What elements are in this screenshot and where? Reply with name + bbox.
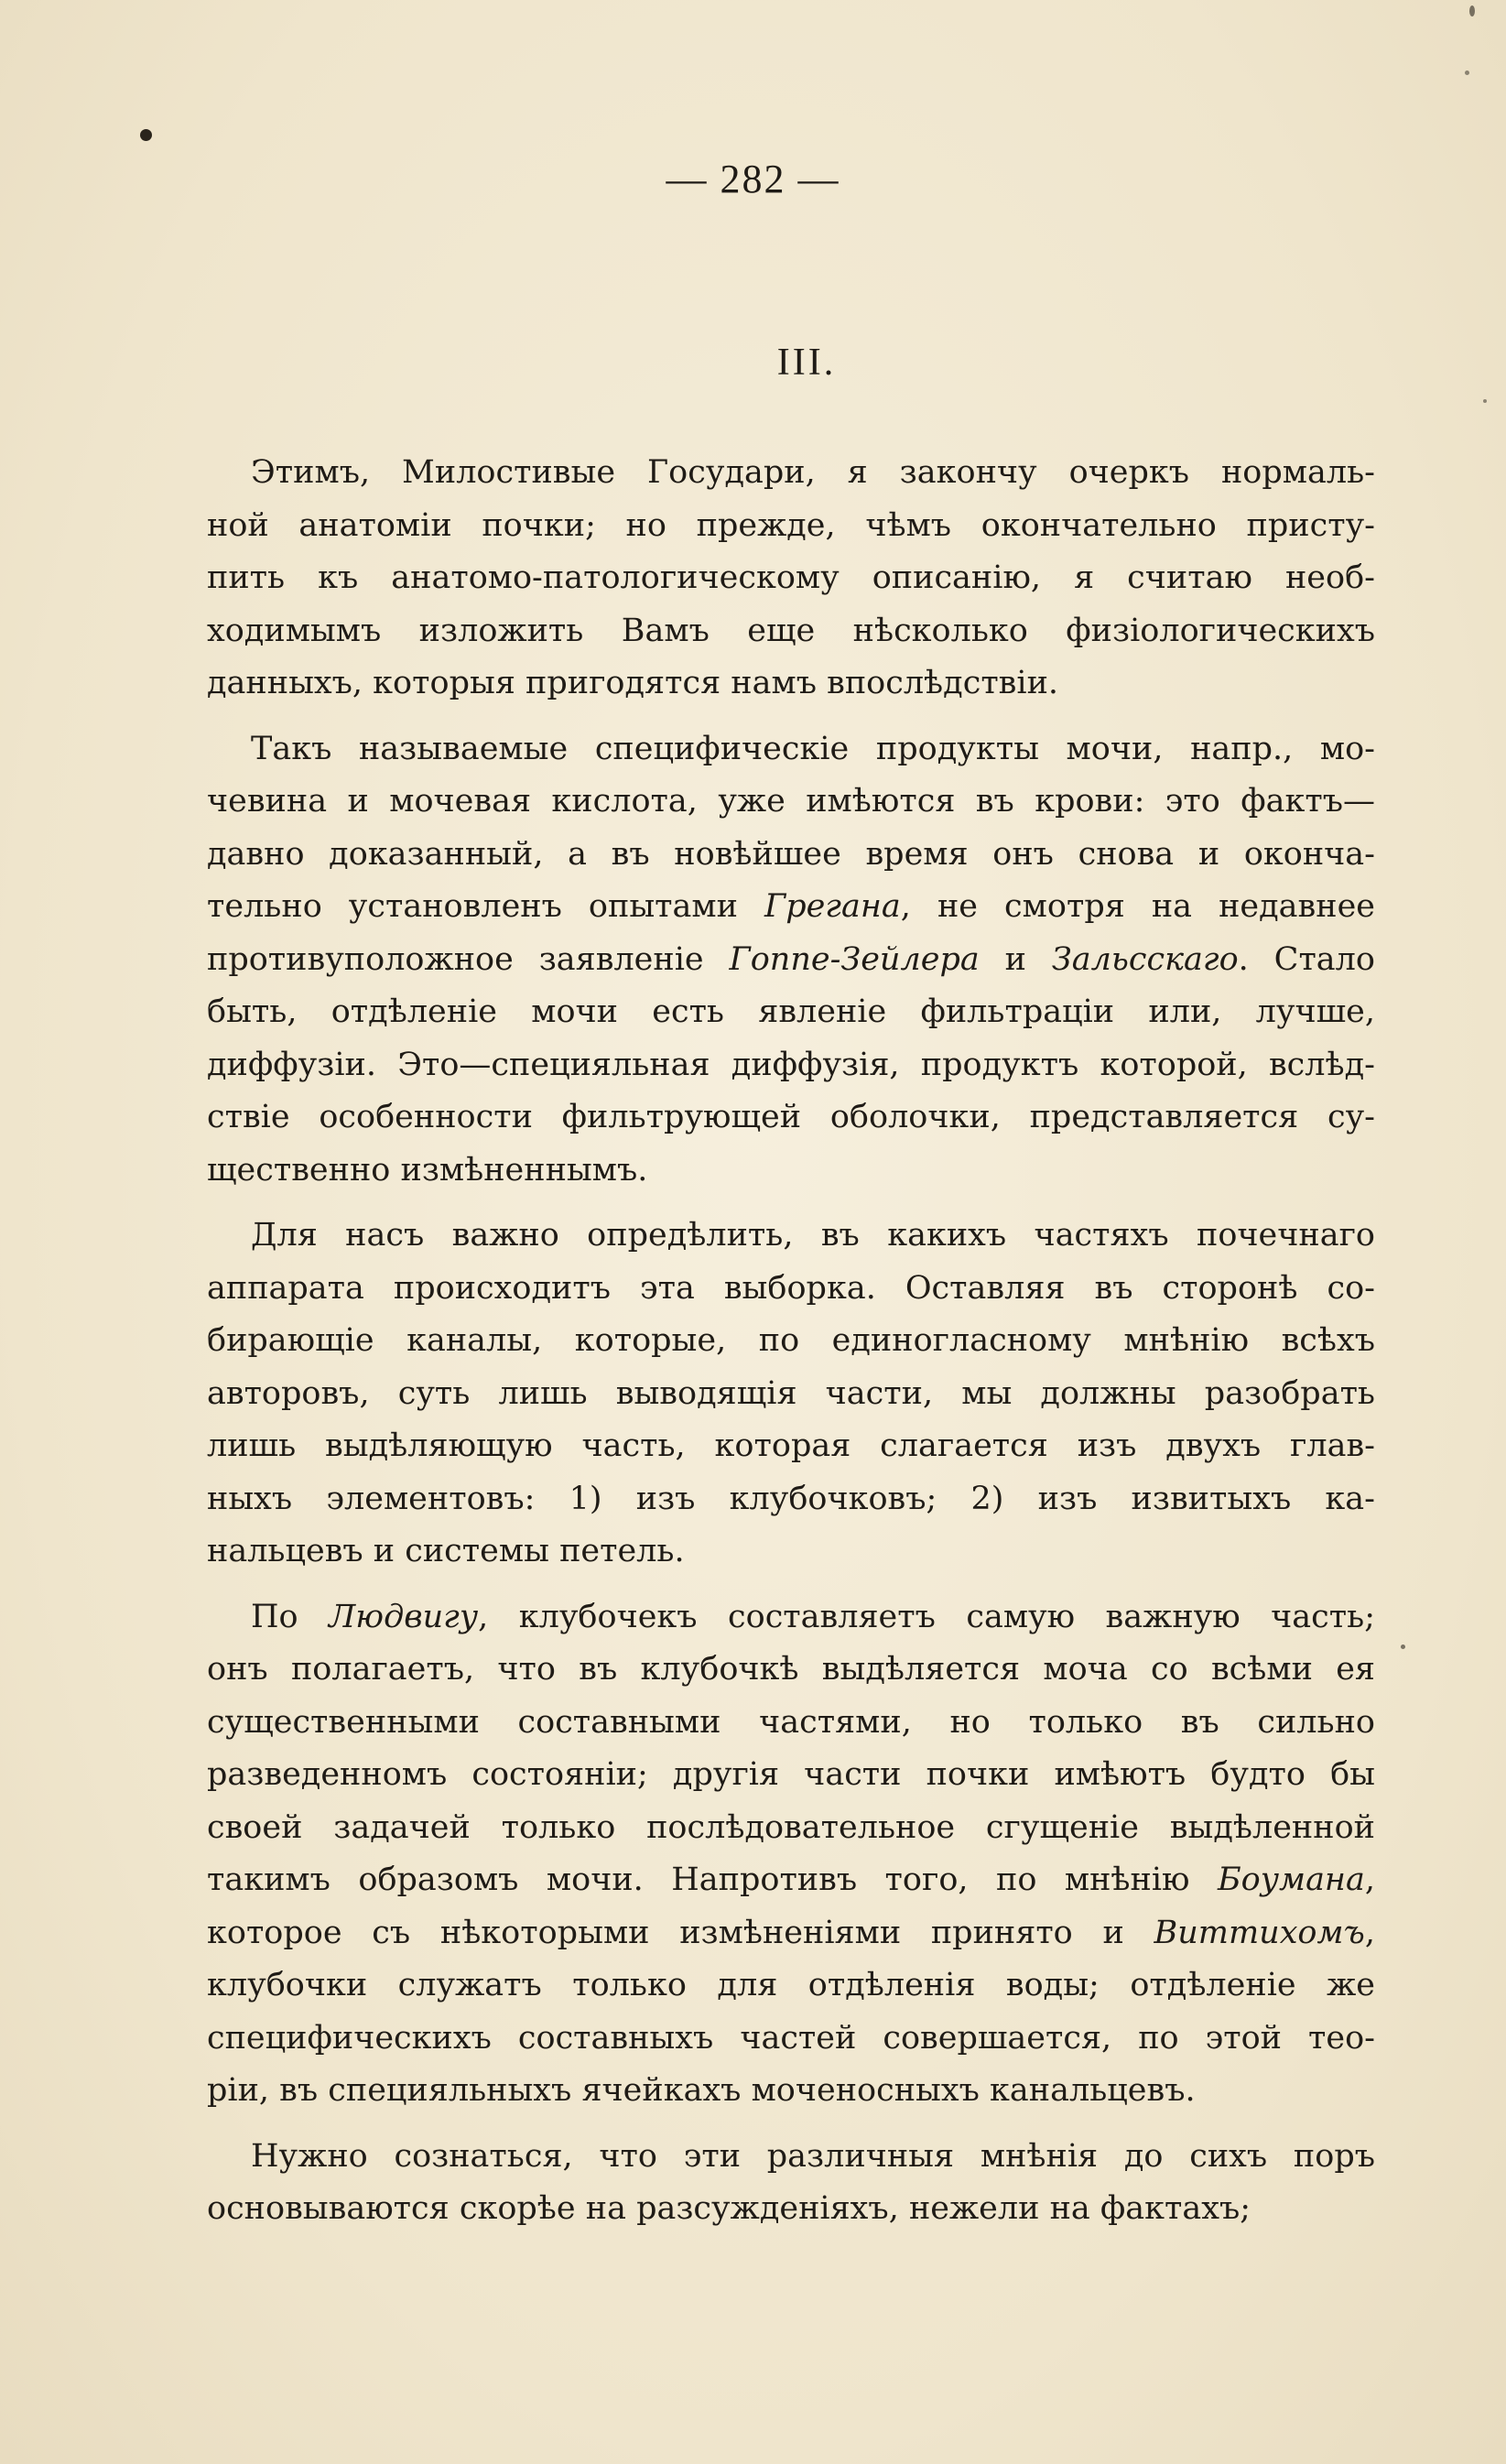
text-line [207, 1210, 1375, 1263]
ink-speck [1401, 1644, 1405, 1649]
text-segment: ходимымъ изложить Вамъ еще нѣсколько физіологическихъ [207, 612, 1375, 649]
text-line [207, 1525, 1375, 1579]
ink-speck [1469, 5, 1475, 16]
text-line [207, 500, 1375, 553]
text-segment: такимъ образомъ мочи. Напротивъ того, по мнѣнію [207, 1862, 1218, 1898]
text-line [207, 2013, 1375, 2066]
text-segment: , не смотря на недавнее [900, 888, 1375, 925]
text-line [207, 657, 1375, 711]
text-line [207, 829, 1375, 882]
text-line [207, 1591, 1375, 1644]
text-segment: специфическихъ составныхъ частей совершается, по этой тео- [207, 2019, 1375, 2057]
author-name: Виттихомъ [1154, 1914, 1365, 1951]
text-line [207, 1907, 1375, 1960]
text-segment: лишь выдѣляющую часть, которая слагается изъ двухъ глав- [207, 1427, 1375, 1464]
text-segment: нальцевъ и системы петель. [207, 1533, 685, 1569]
text-line [207, 1315, 1375, 1368]
text-line [207, 1854, 1375, 1907]
text-segment: бирающіе каналы, которые, по единогласному мнѣнію всѣхъ [207, 1322, 1375, 1359]
text-segment: Нужно сознаться, что эти различныя мнѣнія до сихъ поръ [251, 2137, 1375, 2175]
text-segment: данныхъ, которыя пригодятся намъ впослѣдствіи. [207, 665, 1059, 701]
text-line [207, 1697, 1375, 1750]
text-segment: ной анатоміи почки; но прежде, чѣмъ окончательно присту- [207, 506, 1375, 544]
text-segment: , клубочекъ составляетъ самую важную часть; [478, 1598, 1375, 1635]
text-line [207, 1644, 1375, 1697]
text-line [207, 2065, 1375, 2118]
text-segment: онъ полагаетъ, что въ клубочкѣ выдѣляется моча со всѣми ея [207, 1651, 1375, 1688]
text-line [207, 1959, 1375, 2013]
text-segment: и [979, 940, 1052, 978]
text-line [207, 986, 1375, 1039]
text-segment: Для насъ важно опредѣлить, въ какихъ частяхъ почечнаго [251, 1217, 1375, 1254]
text-segment: ствіе особенности фильтрующей оболочки, представляется су- [207, 1099, 1375, 1135]
text-segment: основываются скорѣе на разсужденіяхъ, нежели на фактахъ; [207, 2190, 1251, 2227]
text-segment: ріи, въ специяльныхъ ячейкахъ моченосныхъ канальцевъ. [207, 2072, 1196, 2109]
text-line [207, 1091, 1375, 1145]
text-line [207, 881, 1375, 934]
paragraph [207, 1591, 1375, 2118]
text-segment: авторовъ, суть лишь выводящія части, мы должны разобрать [207, 1374, 1375, 1412]
text-line [207, 1473, 1375, 1526]
text-segment: клубочки служатъ только для отдѣленія воды; отдѣленіе же [207, 1967, 1375, 2003]
text-line [207, 1145, 1375, 1198]
paragraph [207, 2131, 1375, 2236]
text-segment: разведенномъ состояніи; другія части почки имѣютъ будто бы [207, 1756, 1375, 1793]
author-name: Гоппе-Зейлера [729, 940, 980, 978]
paragraph [207, 723, 1375, 1198]
text-line [207, 1039, 1375, 1092]
author-name: Боумана [1217, 1862, 1365, 1898]
text-line [207, 447, 1375, 500]
text-line [207, 1749, 1375, 1802]
text-segment: существенными составными частями, но только въ сильно [207, 1703, 1375, 1741]
text-segment: Этимъ, Милостивые Государи, я закончу очеркъ нормаль- [251, 454, 1375, 491]
text-segment: которое съ нѣкоторыми измѣненіями принято и [207, 1914, 1154, 1951]
text-segment: своей задачей только послѣдовательное сгущеніе выдѣленной [207, 1808, 1375, 1846]
text-line [207, 776, 1375, 829]
text-segment: пить къ анатомо-патологическому описанію, я считаю необ- [207, 559, 1375, 596]
text-line [207, 2183, 1375, 2236]
ink-speck [1465, 71, 1469, 75]
text-line [207, 552, 1375, 605]
text-segment: тельно установленъ опытами [207, 888, 765, 925]
ink-speck [1483, 399, 1487, 403]
text-segment: . Стало [1238, 940, 1375, 978]
text-segment: давно доказанный, а въ новѣйшее время онъ снова и оконча- [207, 835, 1375, 873]
text-segment: Такъ называемые специфическіе продукты мочи, напр., мо- [251, 730, 1375, 767]
text-segment: диффузіи. Это—специяльная диффузія, продуктъ которой, вслѣд- [207, 1046, 1375, 1083]
text-segment: , [1364, 1862, 1375, 1898]
author-name: Зальсскаго [1051, 940, 1239, 978]
text-segment: противуположное заявленіе [207, 940, 730, 978]
text-segment: аппарата происходитъ эта выборка. Оставляя въ сторонѣ со- [207, 1269, 1375, 1307]
text-line [207, 605, 1375, 658]
body-text [207, 447, 1375, 2249]
text-line [207, 1420, 1375, 1473]
text-line [207, 723, 1375, 776]
text-line [207, 1263, 1375, 1316]
text-segment: чевина и мочевая кислота, уже имѣются въ крови: это фактъ— [207, 783, 1375, 820]
paragraph [207, 1210, 1375, 1579]
text-segment: По [251, 1598, 330, 1635]
text-segment: ныхъ элементовъ: 1) изъ клубочковъ; 2) изъ извитыхъ ка- [207, 1480, 1375, 1517]
text-segment: быть, отдѣленіе мочи есть явленіе фильтраціи или, лучше, [207, 993, 1375, 1030]
ink-speck [140, 129, 152, 141]
page-number: — 282 — [666, 157, 840, 201]
text-segment: , [1364, 1914, 1375, 1951]
text-segment: щественно измѣненнымъ. [207, 1151, 648, 1189]
text-line [207, 2131, 1375, 2184]
author-name: Людвигу [329, 1598, 479, 1635]
text-line [207, 934, 1375, 987]
text-line [207, 1368, 1375, 1421]
text-line [207, 1802, 1375, 1855]
paragraph [207, 447, 1375, 711]
author-name: Грегана [764, 888, 901, 925]
section-heading: III. [776, 342, 837, 384]
